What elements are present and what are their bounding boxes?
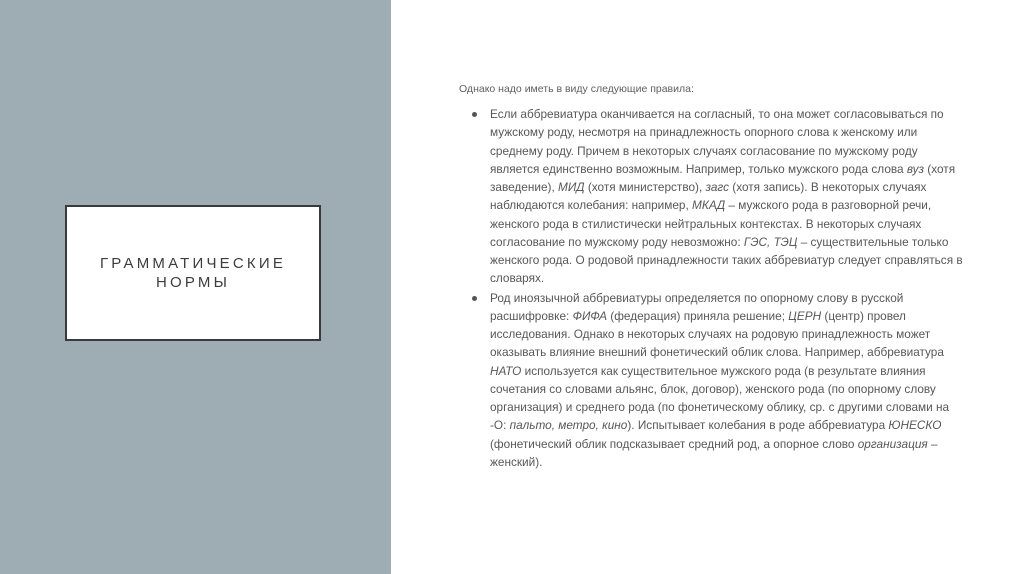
rule-line — [490, 325, 971, 343]
text-run: – существительные только — [797, 234, 949, 249]
bullet-icon — [472, 112, 477, 117]
italic-term: ГЭС, ТЭЦ — [743, 234, 798, 249]
text-run: (хотя министерство), — [584, 180, 706, 194]
text-run: исследования. Однако в некоторых случаях на родовую принадлежность может — [490, 327, 931, 341]
rule-line — [490, 196, 971, 214]
rule-line — [490, 435, 971, 453]
rule-line — [490, 233, 971, 251]
rule-line — [490, 178, 971, 196]
italic-term: МИД — [558, 180, 585, 194]
text-run: женского рода. О родовой принадлежности таких аббревиатур следует справляться в — [490, 253, 963, 267]
italic-term: ЮНЕСКО — [888, 418, 942, 433]
text-run: согласование по мужскому роду невозможно: — [490, 234, 744, 249]
rule-text — [490, 105, 971, 288]
text-run: Если аббревиатура оканчивается на согласный, то она может согласовываться по — [490, 107, 944, 121]
slide-content — [459, 82, 971, 472]
italic-term: ФИФА — [572, 308, 607, 323]
italic-term: организация — [857, 436, 928, 451]
intro-text: Однако надо иметь в виду следующие правила: — [459, 83, 694, 95]
rules-list — [459, 105, 971, 471]
rule-line — [490, 380, 971, 398]
slide-title-box — [65, 205, 321, 341]
slide-title-line-1: ГРАММАТИЧЕСКИЕ — [99, 255, 287, 272]
text-run: (центр) провел — [821, 308, 906, 323]
rule-line — [490, 123, 971, 141]
text-run: является единственно возможным. Например, только мужского рода слова — [490, 161, 907, 176]
italic-term: ЦЕРН — [788, 308, 822, 323]
rule-line — [490, 105, 971, 123]
text-run: Род иноязычной аббревиатуры определяется по опорному слову в русской — [490, 290, 904, 305]
text-run: (хотя запись). В некоторых случаях — [729, 180, 927, 194]
rule-line — [490, 251, 971, 269]
text-run: наблюдаются колебания: например, — [490, 198, 693, 213]
rule-line — [490, 160, 971, 178]
text-run: – — [927, 436, 938, 451]
italic-term: загс — [705, 180, 729, 194]
slide-title-line-2: НОРМЫ — [155, 274, 231, 291]
rule-line — [490, 343, 971, 361]
bullet-icon — [472, 296, 477, 301]
rule-line — [490, 398, 971, 416]
text-run: оказывать влияние внешний фонетический облик слова. Например, аббревиатура — [490, 345, 944, 360]
italic-term: пальто, метро, кино — [509, 418, 628, 433]
text-run: женский). — [490, 454, 543, 469]
rule-line — [490, 289, 971, 307]
rule-line — [490, 307, 971, 325]
rule-line — [490, 142, 971, 160]
text-run: заведение), — [490, 180, 558, 194]
text-run: мужскому роду, несмотря на принадлежность опорного слова к женскому или — [490, 125, 918, 140]
text-run: -О: — [490, 418, 510, 433]
rule-item-1 — [459, 105, 971, 288]
text-run: расшифровке: — [490, 308, 573, 323]
rule-item-2 — [459, 289, 971, 472]
text-run: среднему роду. Причем в некоторых случаях согласование по мужскому роду — [490, 143, 918, 158]
italic-term: МКАД — [692, 198, 726, 213]
text-run: (хотя — [924, 161, 956, 176]
italic-term: НАТО — [490, 363, 522, 378]
left-panel — [0, 0, 391, 574]
italic-term: вуз — [906, 161, 925, 176]
text-run: используется как существительное мужского рода (в результате влияния — [521, 363, 926, 378]
text-run: – мужского рода в разговорной речи, — [725, 198, 932, 213]
text-run: ). Испытывает колебания в роде аббревиатура — [627, 418, 889, 433]
rule-line — [490, 416, 971, 434]
rule-line — [490, 269, 971, 287]
rule-line — [490, 453, 971, 471]
text-run: (фонетический облик подсказывает средний род, а опорное слово — [490, 436, 858, 451]
rule-line — [490, 215, 971, 233]
rule-text — [490, 289, 971, 472]
rule-line — [490, 362, 971, 380]
text-run: женского рода в стилистически нейтральных контекстах. В некоторых случаях — [490, 216, 922, 231]
text-run: сочетания со словами альянс, блок, договор), женского рода (по опорному слову — [490, 381, 936, 396]
text-run: (федерация) приняла решение; — [607, 308, 789, 323]
text-run: словарях. — [490, 271, 545, 286]
text-run: организация) и среднего рода (по фонетическому облику, ср. с другими словами на — [490, 400, 950, 414]
